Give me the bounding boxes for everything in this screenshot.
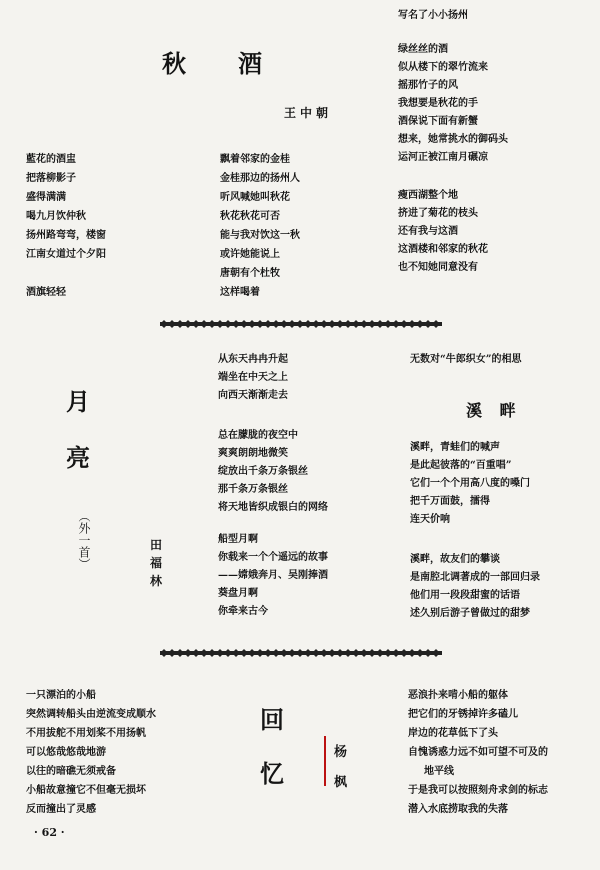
poem3-title-char-2: 忆 — [260, 759, 286, 788]
poem-line: 一只漂泊的小船 — [26, 690, 96, 701]
poem-line: ——嫦娥奔月、吴刚捧酒 — [218, 570, 328, 581]
poem-line: 酒保说下面有新蟹 — [398, 116, 478, 127]
poem-line: 总在朦胧的夜空中 — [218, 430, 298, 441]
poem-line: 那千条万条银丝 — [218, 484, 288, 495]
poem-line: 绽放出千条万条银丝 — [218, 466, 308, 477]
poem-line: 运河正被江南月碾凉 — [398, 152, 488, 163]
poem-line: 秋花秋花可否 — [220, 211, 280, 222]
poem-line: 将天地皆织成银白的网络 — [218, 502, 328, 513]
poem-line: 也不知她同意没有 — [398, 262, 478, 273]
poem-line: 金桂那边的扬州人 — [220, 173, 300, 184]
poem-line: 恶浪扑来啃小船的躯体 — [408, 690, 508, 701]
author-char: 枫 — [334, 775, 348, 790]
poem-line: 于是我可以按照刻舟求剑的标志 — [408, 785, 548, 796]
poem-line: 船型月啊 — [218, 534, 258, 545]
poem-line: 岸边的花草低下了头 — [408, 728, 498, 739]
red-accent-bar — [324, 736, 326, 786]
poem-line: 无数对“牛郎织女”的相思 — [410, 354, 522, 365]
poem2-section-title: 溪 畔 — [466, 401, 522, 420]
poem-line: 他们用一段段甜蜜的话语 — [410, 590, 520, 601]
author-char: 田 — [150, 538, 163, 552]
poem-line: 反而撞出了灵感 — [26, 804, 96, 815]
poem2-author — [150, 536, 162, 590]
poem-line: 你牵来古今 — [218, 606, 268, 617]
poem-line: 还有我与这酒 — [398, 226, 458, 237]
author-char: 林 — [150, 574, 163, 588]
poem2-title-char-1: 月 — [66, 387, 92, 416]
ornamental-divider — [160, 318, 442, 330]
poem1-author: 王中朝 — [284, 106, 333, 120]
poem-line: 述久别后游子曾做过的甜梦 — [410, 608, 530, 619]
poem-line: 这样喝着 — [220, 287, 260, 298]
poem-line: 绿丝丝的酒 — [398, 44, 448, 55]
poem-line: 挤进了菊花的枝头 — [398, 208, 478, 219]
poem-line: 从东天冉冉升起 — [218, 354, 288, 365]
poem-line: 突然调转船头由逆流变成顺水 — [26, 709, 156, 720]
author-char: 杨 — [334, 745, 348, 760]
poem-line: 它们一个个用高八度的嗓门 — [410, 478, 530, 489]
poem-line: 似从楼下的翠竹流来 — [398, 62, 488, 73]
poem-line: 葵盘月啊 — [218, 588, 258, 599]
poem-line: 或许她能说上 — [220, 249, 280, 260]
poem-line: 酒旗轻轻 — [26, 287, 66, 298]
poem-line: 自愧诱惑力远不如可望不可及的 — [408, 747, 548, 758]
poem-line: 写名了小小扬州 — [398, 10, 468, 21]
poem-line: 想来，她常挑水的御码头 — [398, 134, 508, 145]
poem-line: 小船故意撞它不但毫无损坏 — [26, 785, 146, 796]
poem-line: 这酒楼和邻家的秋花 — [398, 244, 488, 255]
poem-line: 你载来一个个遥远的故事 — [218, 552, 328, 563]
poem-line: 溪畔，故友们的攀谈 — [410, 554, 500, 565]
poem-line: 溪畔，青蛙们的喊声 — [410, 442, 500, 453]
poem2-subtitle: （外一首） — [77, 510, 91, 570]
poem-line: 连天价响 — [410, 514, 450, 525]
poem-line: 潜入水底捞取我的失落 — [408, 804, 508, 815]
poem-line: 不用拔舵不用划桨不用扬帆 — [26, 728, 146, 739]
poem1-title-char-2: 酒 — [238, 49, 264, 78]
poem-line: 以往的暗礁无须戒备 — [26, 766, 116, 777]
poem-line: 爽爽朗朗地微笑 — [218, 448, 288, 459]
poem2-title-char-2: 亮 — [66, 443, 92, 472]
poem-line: 端坐在中天之上 — [218, 372, 288, 383]
poem-line: 扬州路弯弯，楼窗 — [26, 230, 106, 241]
poem-line: 把它们的牙锈掉许多磕儿 — [408, 709, 518, 720]
poem-line: 是此起彼落的“百重唱” — [410, 460, 512, 471]
poem-line: 藍花的酒盅 — [26, 154, 76, 165]
poem-line: 盛得满满 — [26, 192, 66, 203]
poem-line: 地平线 — [424, 766, 454, 777]
poem3-author — [334, 738, 347, 798]
poem-line: 把落柳影子 — [26, 173, 76, 184]
poem-line: 向西天渐渐走去 — [218, 390, 288, 401]
page-number: · 62 · — [34, 826, 65, 839]
poem-line: 我想要是秋花的手 — [398, 98, 478, 109]
poem-line: 江南女道过个夕阳 — [26, 249, 106, 260]
poem-line: 是南腔北调著成的一部回归录 — [410, 572, 540, 583]
poem1-title-char-1: 秋 — [162, 49, 188, 78]
ornamental-divider — [160, 647, 442, 659]
poem3-title-char-1: 回 — [260, 705, 286, 734]
poem-line: 唐朝有个杜牧 — [220, 268, 280, 279]
poem-line: 喝九月饮仲秋 — [26, 211, 86, 222]
poem-line: 摇那竹子的风 — [398, 80, 458, 91]
poem-line: 能与我对饮这一秋 — [220, 230, 300, 241]
poem-line: 飘着邻家的金桂 — [220, 154, 290, 165]
poem-line: 听风喊她叫秋花 — [220, 192, 290, 203]
author-char: 福 — [150, 556, 163, 570]
poem-line: 可以悠哉悠哉地游 — [26, 747, 106, 758]
poem-line: 瘦西湖整个地 — [398, 190, 458, 201]
poem-line: 把千万面鼓，擂得 — [410, 496, 490, 507]
